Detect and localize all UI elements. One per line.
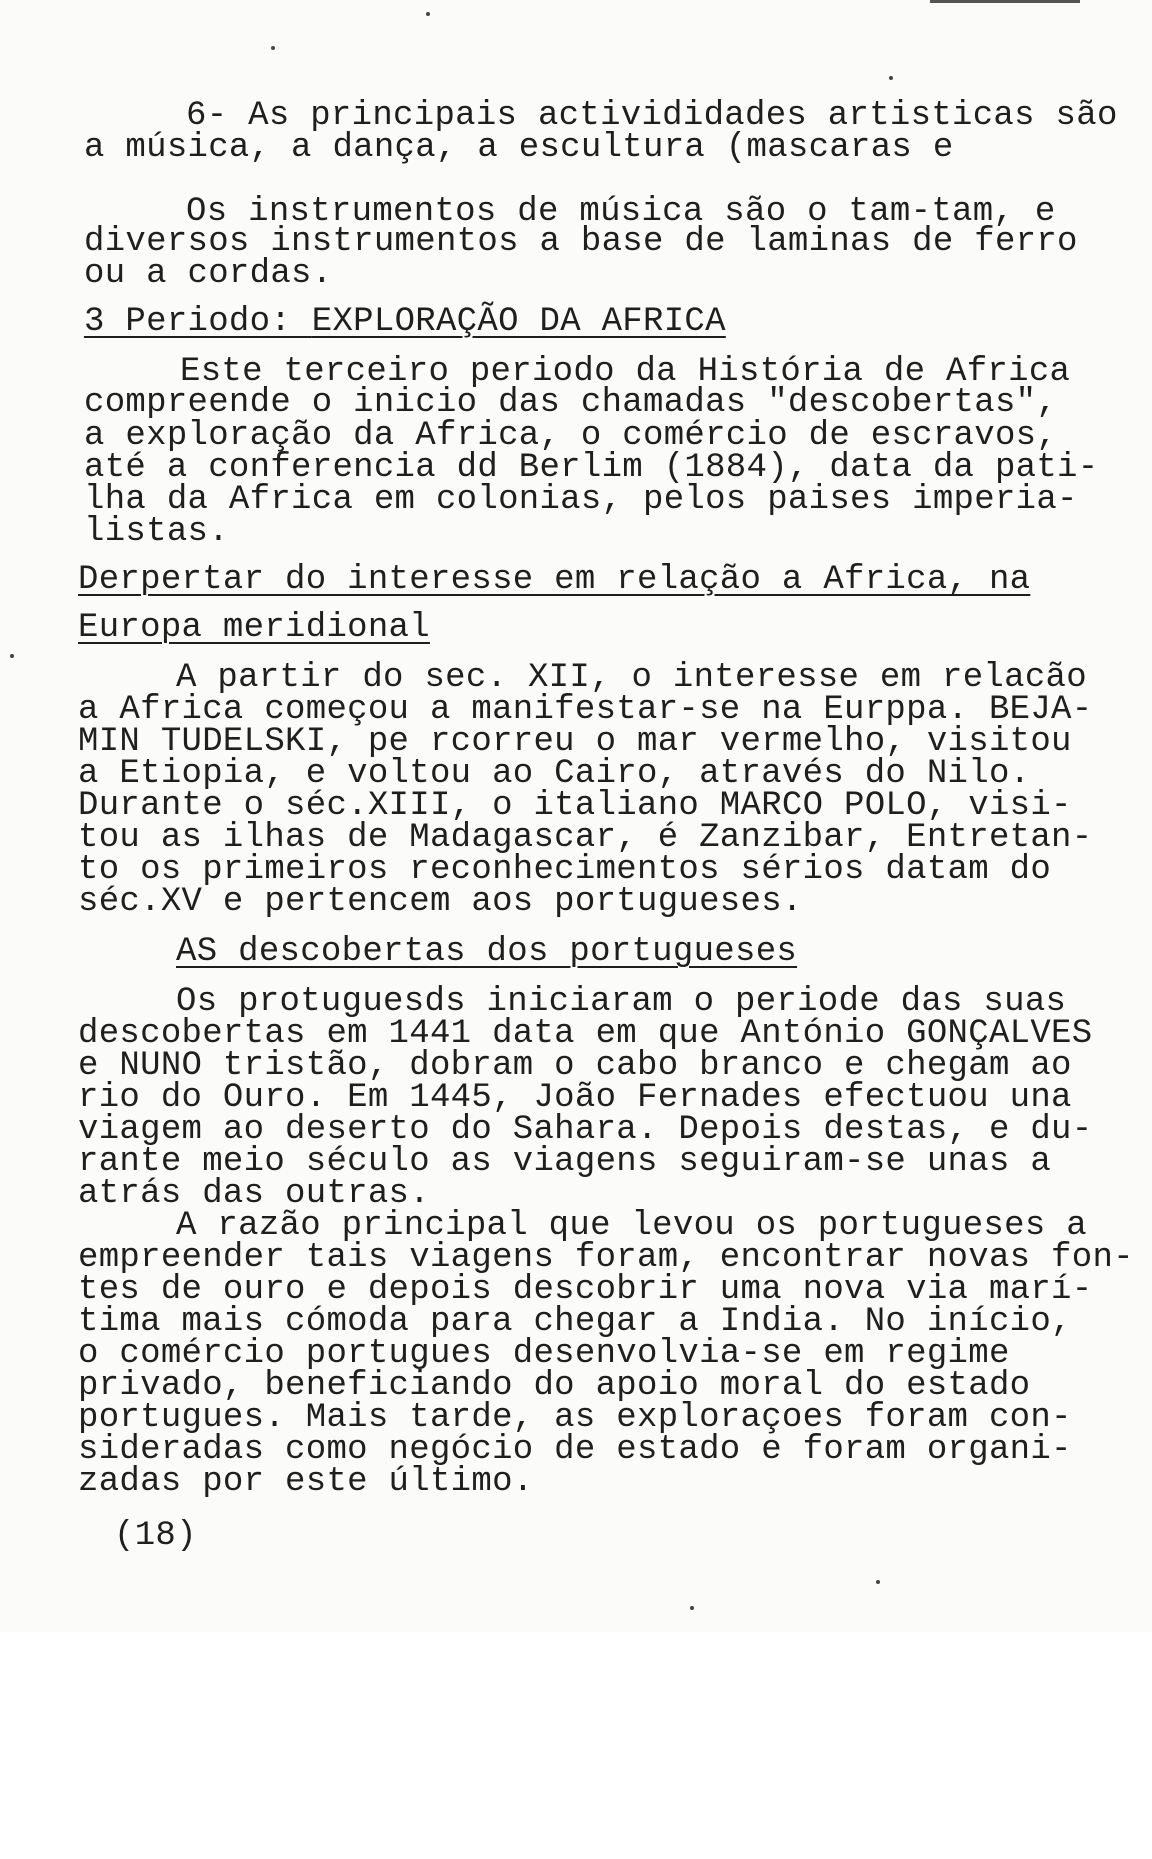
subheading: AS descobertas dos portugueses xyxy=(176,933,798,971)
top-rule xyxy=(930,0,1080,3)
speck xyxy=(889,76,893,80)
text-line: ou a cordas. xyxy=(84,255,333,293)
text-line: tes de ouro e depois descobrir uma nova via marí- xyxy=(78,1271,1093,1309)
text-line: tima mais cómoda para chegar a India. No início, xyxy=(78,1303,1072,1341)
section-title: EXPLORAÇÃO DA AFRICA xyxy=(311,303,726,341)
subheading: Europa meridional xyxy=(78,609,430,647)
speck xyxy=(10,654,14,658)
speck xyxy=(271,46,275,50)
text-line: a exploração da Africa, o comércio de escravos, xyxy=(84,417,1058,455)
text-line: A razão principal que levou os portugueses a xyxy=(176,1207,1087,1245)
text-line: to os primeiros reconhecimentos sérios datam do xyxy=(78,851,1052,889)
text-line: Durante o séc.XIII, o italiano MARCO POLO, visi- xyxy=(78,787,1072,825)
text-line: diversos instrumentos a base de laminas de ferro xyxy=(84,223,1078,261)
text-line: empreender tais viagens foram, encontrar novas fon- xyxy=(78,1239,1134,1277)
text-line: atrás das outras. xyxy=(78,1175,430,1213)
text-line: séc.XV e pertencem aos portugueses. xyxy=(78,883,803,921)
text-line: a Africa começou a manifestar-se na Eurppa. BEJA- xyxy=(78,691,1093,729)
text-line: privado, beneficiando do apoio moral do estado xyxy=(78,1367,1031,1405)
text-line: a Etiopia, e voltou ao Cairo, através do Nilo. xyxy=(78,755,1031,793)
text-line: viagem ao deserto do Sahara. Depois destas, e du- xyxy=(78,1111,1093,1149)
speck xyxy=(876,1580,880,1584)
text-line: descobertas em 1441 data em que António GONÇALVES xyxy=(78,1015,1093,1053)
text-line: o comércio portugues desenvolvia-se em regime xyxy=(78,1335,1010,1373)
speck xyxy=(690,1606,694,1610)
text-line: e NUNO tristão, dobram o cabo branco e chegam ao xyxy=(78,1047,1072,1085)
subheading: Derpertar do interesse em relação a Africa, na xyxy=(78,561,1031,599)
section-heading xyxy=(84,303,726,341)
text-line: portugues. Mais tarde, as exploraçoes foram con- xyxy=(78,1399,1072,1437)
text-line: 6- As principais activididades artisticas são xyxy=(186,97,1118,135)
text-line: MIN TUDELSKI, pe rcorreu o mar vermelho, visitou xyxy=(78,723,1072,761)
text-line: a música, a dança, a escultura (mascaras e xyxy=(84,129,954,167)
text-line: sideradas como negócio de estado e foram organi- xyxy=(78,1431,1072,1469)
text-line: até a conferencia dd Berlim (1884), data da pati- xyxy=(84,449,1099,487)
section-label: 3 Periodo: xyxy=(84,303,312,341)
text-line: listas. xyxy=(84,513,229,551)
text-line: Os instrumentos de música são o tam-tam, e xyxy=(186,193,1056,231)
text-line: rante meio século as viagens seguiram-se unas a xyxy=(78,1143,1052,1181)
text-line: Este terceiro periodo da História de Africa xyxy=(180,353,1071,391)
text-line: Os protuguesds iniciaram o periode das suas xyxy=(176,983,1067,1021)
speck xyxy=(426,12,430,16)
text-line: rio do Ouro. Em 1445, João Fernades efectuou una xyxy=(78,1079,1072,1117)
page-number: (18) xyxy=(114,1517,197,1555)
text-line: tou as ilhas de Madagascar, é Zanzibar, Entretan- xyxy=(78,819,1093,857)
text-line: compreende o inicio das chamadas "descobertas", xyxy=(84,384,1058,422)
text-line: A partir do sec. XII, o interesse em relacão xyxy=(176,659,1087,697)
text-line: lha da Africa em colonias, pelos paises imperia- xyxy=(84,481,1078,519)
text-line: zadas por este último. xyxy=(78,1463,534,1501)
